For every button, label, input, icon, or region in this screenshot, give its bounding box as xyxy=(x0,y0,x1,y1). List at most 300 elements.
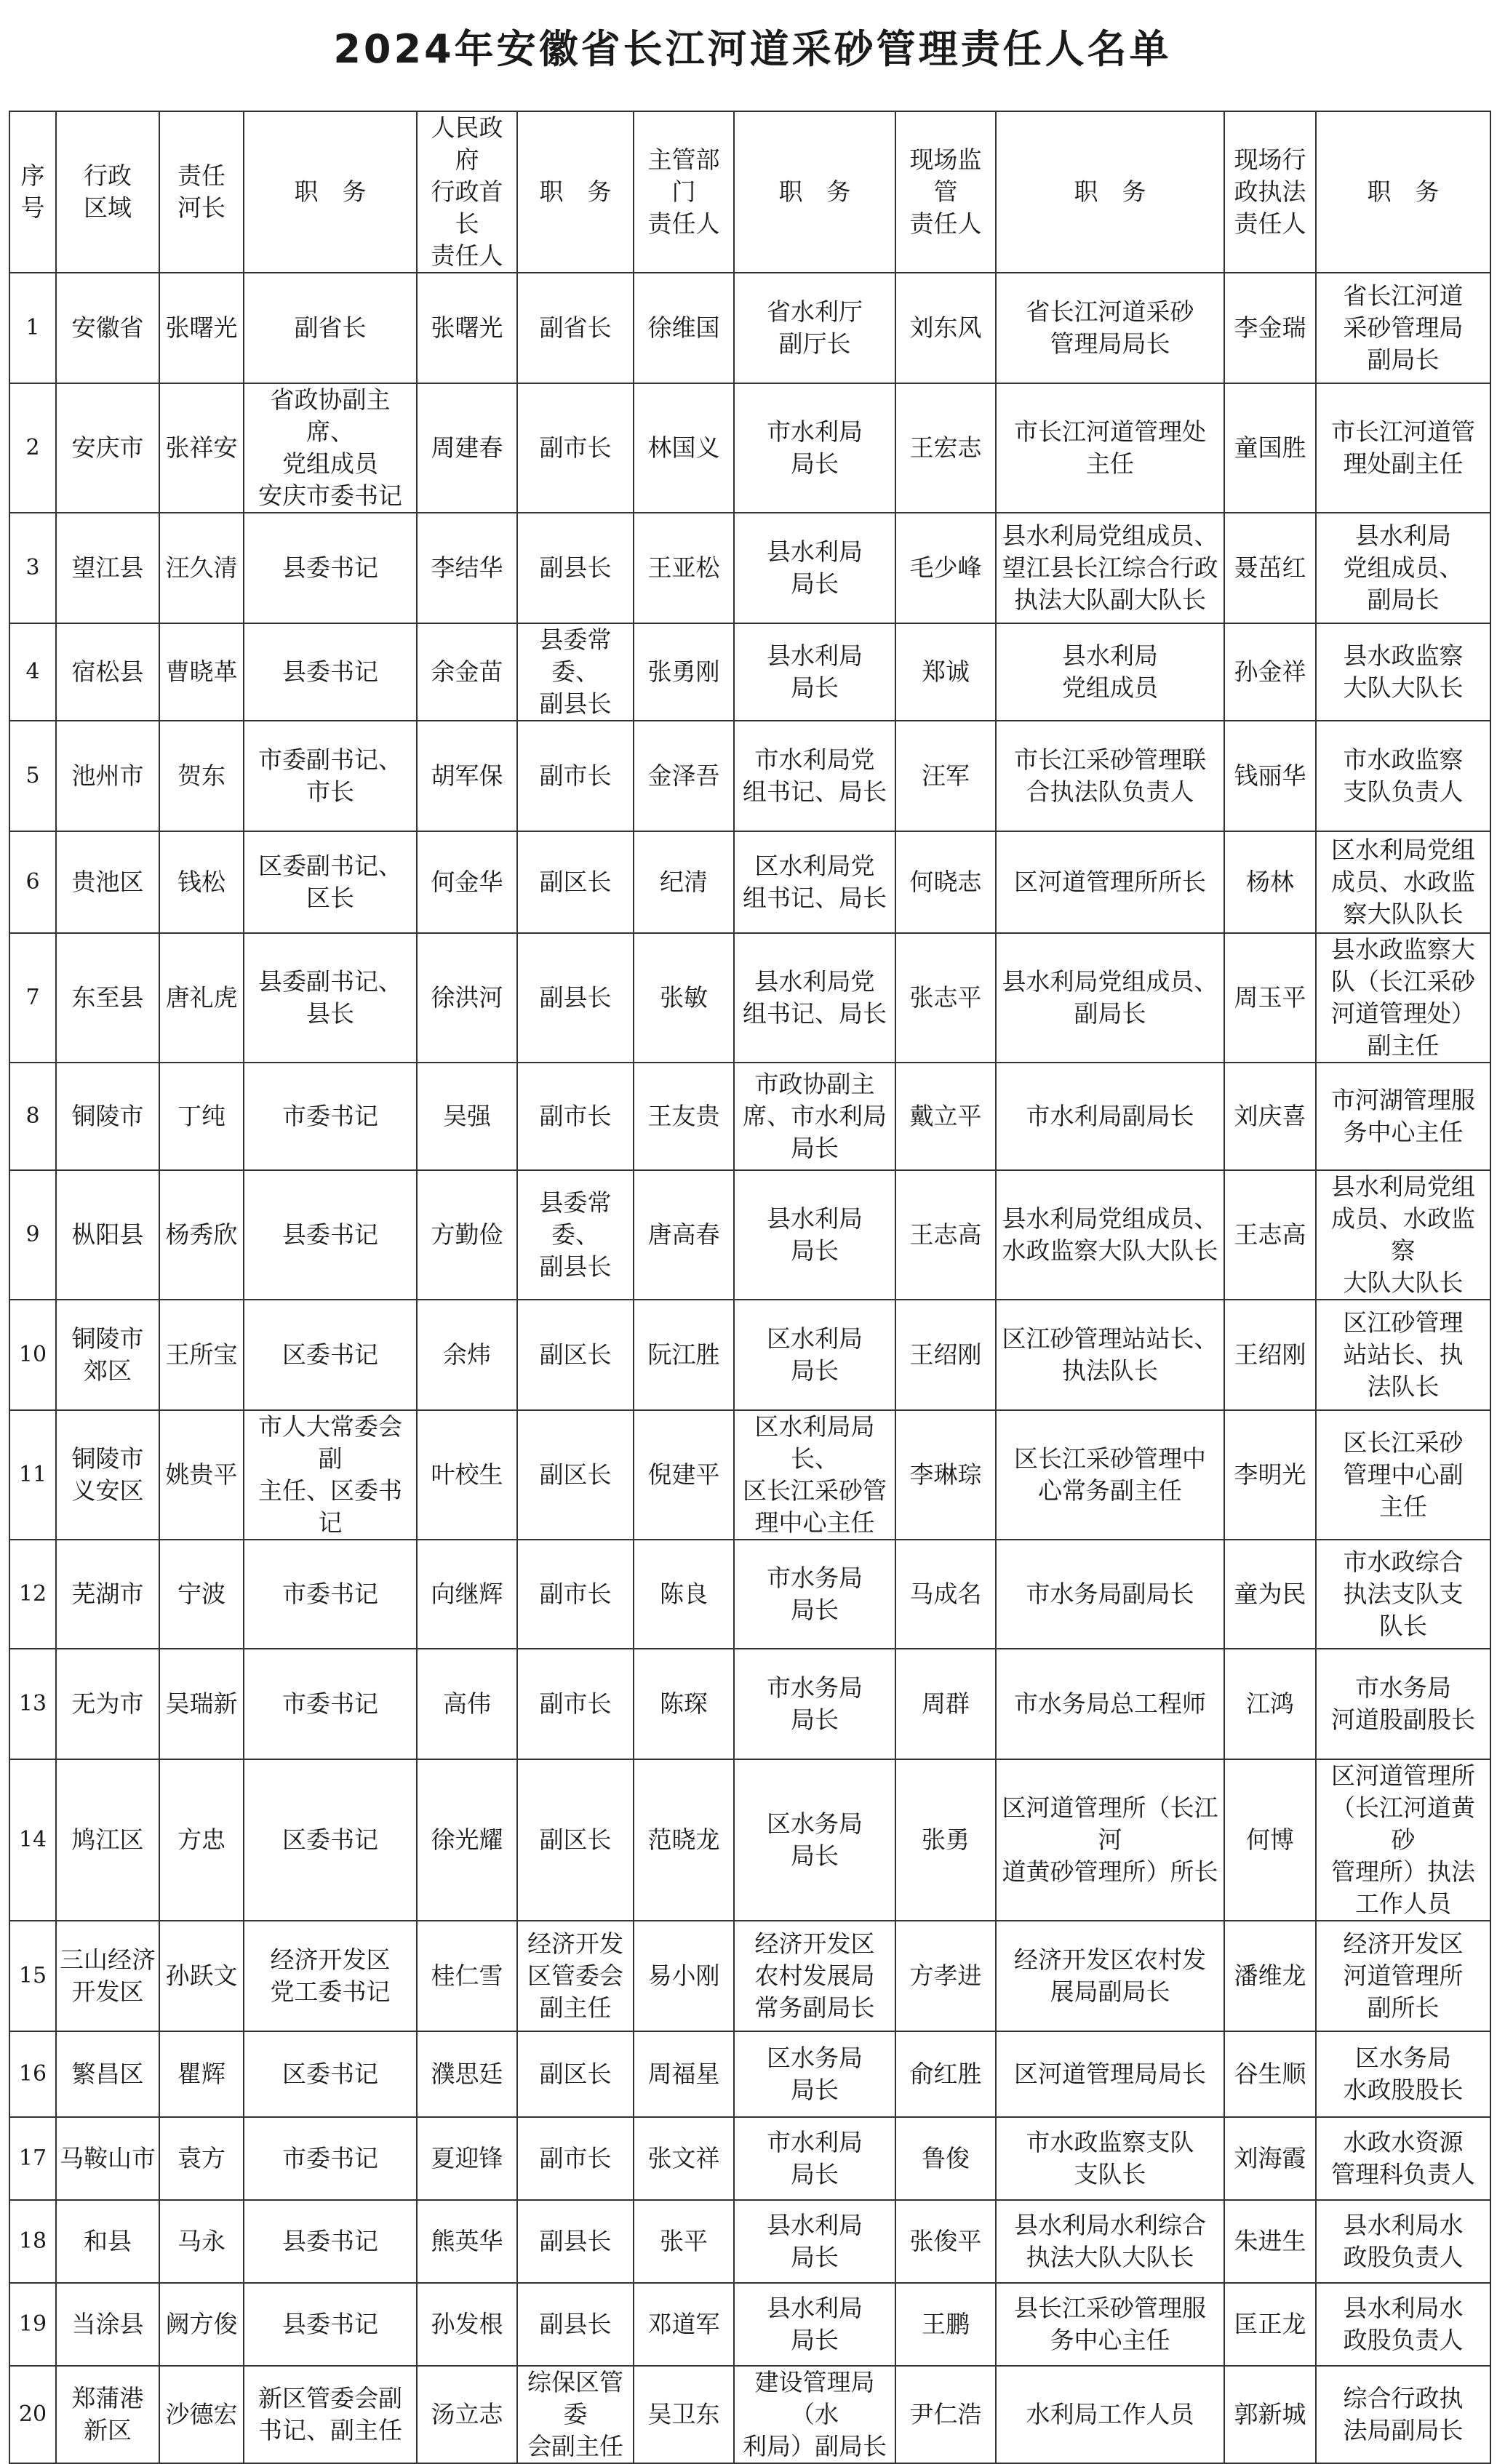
cell-text-line: 当涂县 xyxy=(71,2310,144,2338)
cell-text-line: 和县 xyxy=(84,2227,132,2255)
cell-text-line: 三山经济 xyxy=(60,1945,156,1974)
cell-text-line: 市水利局党 xyxy=(754,745,875,774)
header-index xyxy=(9,111,56,273)
cell-region xyxy=(56,273,159,383)
cell-text-line: 新区管委会副 xyxy=(258,2384,402,2412)
cell-gov-head-title xyxy=(517,2283,634,2366)
cell-region xyxy=(56,513,159,623)
cell-text-line: 县水利局 xyxy=(767,2211,863,2239)
table-row xyxy=(9,831,1490,933)
cell-index xyxy=(9,1410,56,1540)
cell-text-line: 张祥安 xyxy=(165,433,238,462)
cell-text-line: 市委副书记、 xyxy=(258,745,402,774)
cell-text-line: 县水政监察 xyxy=(1343,641,1464,670)
cell-onsite-supervisor-title xyxy=(996,1540,1224,1649)
cell-river-chief xyxy=(159,721,244,831)
cell-text-line: 区水利局局长、 xyxy=(754,1412,875,1473)
cell-text-line: 2 xyxy=(25,435,40,460)
table-row xyxy=(9,383,1490,513)
cell-text-line: 李结华 xyxy=(431,553,503,582)
cell-dept-head xyxy=(634,1921,734,2031)
cell-dept-head xyxy=(634,831,734,933)
cell-text-line: 河道股副股长 xyxy=(1331,1705,1475,1734)
cell-text-line: 徐光耀 xyxy=(431,1825,503,1854)
cell-dept-head-title xyxy=(734,1649,895,1759)
cell-dept-head-title xyxy=(734,383,895,513)
cell-text-line: 副市长 xyxy=(539,433,612,462)
cell-gov-head xyxy=(417,1410,517,1540)
cell-text-line: 副局长 xyxy=(1367,345,1440,374)
cell-text-line: 人民政府 xyxy=(431,113,503,174)
cell-text-line: 局长 xyxy=(791,1134,839,1162)
cell-enforcement-head xyxy=(1224,1063,1316,1170)
cell-onsite-supervisor-title xyxy=(996,1063,1224,1170)
cell-text-line: 管理局局长 xyxy=(1050,329,1170,358)
cell-text-line: 徐维国 xyxy=(647,313,720,342)
cell-text-line: 贵池区 xyxy=(71,868,144,896)
cell-onsite-supervisor xyxy=(895,2200,996,2283)
table-row xyxy=(9,933,1490,1063)
cell-text-line: 汪久清 xyxy=(165,553,238,582)
cell-onsite-supervisor-title xyxy=(996,1300,1224,1410)
cell-text-line: 张勇 xyxy=(922,1825,970,1854)
responsibility-table-container xyxy=(9,111,1490,2464)
cell-text-line: 池州市 xyxy=(71,761,144,790)
cell-enforcement-head-title xyxy=(1316,1063,1490,1170)
cell-text-line: 倪建平 xyxy=(647,1460,720,1489)
cell-river-chief-title xyxy=(244,623,417,721)
cell-river-chief-title xyxy=(244,1759,417,1921)
cell-dept-head-title xyxy=(734,933,895,1063)
cell-text-line: 县委常委、 xyxy=(539,1188,612,1249)
cell-text-line: 水利局工作人员 xyxy=(1026,2400,1194,2428)
cell-text-line: 王绍刚 xyxy=(1234,1340,1306,1369)
cell-river-chief-title xyxy=(244,933,417,1063)
cell-onsite-supervisor xyxy=(895,1410,996,1540)
cell-text-line: 水政监察大队大队长 xyxy=(1002,1236,1218,1265)
cell-river-chief-title xyxy=(244,1170,417,1300)
cell-enforcement-head xyxy=(1224,831,1316,933)
cell-gov-head xyxy=(417,2283,517,2366)
cell-text-line: 县水利局 xyxy=(1062,641,1158,670)
cell-text-line: 局长 xyxy=(791,2076,839,2104)
cell-gov-head xyxy=(417,1170,517,1300)
cell-text-line: 俞红胜 xyxy=(909,2060,982,2088)
cell-text-line: 责任人 xyxy=(647,209,720,238)
cell-text-line: 省长江河道 xyxy=(1343,281,1464,310)
cell-text-line: 市人大常委会副 xyxy=(258,1412,402,1473)
cell-gov-head-title xyxy=(517,1410,634,1540)
cell-text-line: 钱松 xyxy=(177,868,225,896)
cell-text-line: 8 xyxy=(25,1103,40,1129)
cell-text-line: 副厅长 xyxy=(778,329,851,358)
cell-gov-head-title xyxy=(517,1921,634,2031)
cell-text-line: 政股负责人 xyxy=(1343,2326,1464,2354)
cell-index xyxy=(9,623,56,721)
cell-onsite-supervisor xyxy=(895,831,996,933)
cell-text-line: 市水政综合 xyxy=(1343,1548,1464,1576)
cell-text-line: 区水利局 xyxy=(767,1324,863,1353)
cell-text-line: 义安区 xyxy=(71,1476,144,1505)
cell-gov-head xyxy=(417,2366,517,2463)
header-enforcement-head xyxy=(1224,111,1316,273)
cell-text-line: 孙跃文 xyxy=(165,1961,238,1990)
cell-river-chief-title xyxy=(244,1410,417,1540)
cell-text-line: 张敏 xyxy=(660,983,708,1012)
cell-text-line: 市水利局 xyxy=(767,2128,863,2156)
cell-text-line: 区河道管理所所长 xyxy=(1014,868,1206,896)
cell-river-chief-title xyxy=(244,1540,417,1649)
cell-text-line: 熊英华 xyxy=(431,2227,503,2255)
cell-onsite-supervisor xyxy=(895,1170,996,1300)
cell-region xyxy=(56,1921,159,2031)
cell-text-line: 县委副书记、 xyxy=(258,967,402,996)
cell-text-line: 市长江河道管 xyxy=(1331,417,1475,446)
cell-text-line: 县水利局水 xyxy=(1343,2211,1464,2239)
cell-dept-head xyxy=(634,1759,734,1921)
cell-text-line: 杨林 xyxy=(1246,868,1294,896)
table-body xyxy=(9,273,1490,2463)
cell-text-line: 枞阳县 xyxy=(71,1220,144,1249)
cell-text-line: 法局副局长 xyxy=(1343,2416,1464,2444)
cell-dept-head-title xyxy=(734,273,895,383)
cell-text-line: 区河道管理所（长江河 xyxy=(1002,1793,1218,1854)
cell-text-line: 县水利局党 xyxy=(754,967,875,996)
cell-text-line: 安庆市 xyxy=(71,433,144,462)
cell-text-line: 邓道军 xyxy=(647,2310,720,2338)
cell-river-chief-title xyxy=(244,2366,417,2463)
cell-text-line: 东至县 xyxy=(71,983,144,1012)
cell-text-line: 张曙光 xyxy=(165,313,238,342)
cell-text-line: 袁方 xyxy=(177,2144,225,2172)
cell-text-line: 务中心主任 xyxy=(1343,1118,1464,1146)
cell-dept-head xyxy=(634,623,734,721)
cell-text-line: 局长 xyxy=(791,2243,839,2271)
table-row xyxy=(9,1540,1490,1649)
cell-text-line: 副局长 xyxy=(1074,999,1146,1028)
cell-enforcement-head xyxy=(1224,1170,1316,1300)
cell-text-line: 水政股股长 xyxy=(1343,2076,1464,2104)
cell-text-line: 局长 xyxy=(791,1705,839,1734)
cell-gov-head-title xyxy=(517,1540,634,1649)
cell-text-line: 局长 xyxy=(791,2326,839,2354)
cell-text-line: 副县长 xyxy=(539,689,612,718)
cell-index xyxy=(9,273,56,383)
cell-gov-head xyxy=(417,273,517,383)
cell-text-line: 区长 xyxy=(306,884,354,912)
cell-text-line: 5 xyxy=(25,763,40,788)
cell-enforcement-head-title xyxy=(1316,383,1490,513)
cell-text-line: 鲁俊 xyxy=(922,2144,970,2172)
cell-text-line: 主任 xyxy=(1379,1492,1427,1521)
cell-text-line: 副主任 xyxy=(1367,1031,1440,1060)
table-row xyxy=(9,1921,1490,2031)
cell-text-line: 县水利局 xyxy=(767,537,863,566)
cell-river-chief xyxy=(159,1063,244,1170)
cell-region xyxy=(56,383,159,513)
cell-onsite-supervisor xyxy=(895,513,996,623)
cell-index xyxy=(9,513,56,623)
cell-text-line: 潘维龙 xyxy=(1234,1961,1306,1990)
cell-text-line: 王亚松 xyxy=(647,553,720,582)
cell-text-line: 政股负责人 xyxy=(1343,2243,1464,2271)
table-row xyxy=(9,513,1490,623)
cell-text-line: 江鸿 xyxy=(1246,1689,1294,1718)
cell-text-line: 建设管理局（水 xyxy=(754,2368,875,2428)
cell-text-line: 张文祥 xyxy=(647,2144,720,2172)
cell-text-line: 成员、水政监 xyxy=(1331,868,1475,896)
cell-enforcement-head-title xyxy=(1316,273,1490,383)
cell-enforcement-head-title xyxy=(1316,2117,1490,2200)
cell-text-line: 采砂管理局 xyxy=(1343,313,1464,342)
cell-region xyxy=(56,623,159,721)
cell-text-line: 副县长 xyxy=(539,2227,612,2255)
cell-text-line: 11 xyxy=(18,1462,47,1487)
cell-text-line: 区水务局 xyxy=(767,2044,863,2072)
cell-text-line: 余金苗 xyxy=(431,657,503,686)
cell-dept-head-title xyxy=(734,1410,895,1540)
cell-text-line: 方孝进 xyxy=(909,1961,982,1990)
cell-text-line: 王友贵 xyxy=(647,1102,720,1130)
cell-region xyxy=(56,1170,159,1300)
cell-text-line: 副县长 xyxy=(539,553,612,582)
header-dept-head-title xyxy=(734,111,895,273)
cell-text-line: 20 xyxy=(18,2401,47,2427)
cell-dept-head-title xyxy=(734,2117,895,2200)
cell-text-line: 主任、区委书记 xyxy=(258,1476,402,1537)
cell-text-line: 河道管理所 xyxy=(1343,1961,1464,1990)
cell-enforcement-head xyxy=(1224,2283,1316,2366)
cell-text-line: 毛少峰 xyxy=(909,553,982,582)
cell-text-line: 张勇刚 xyxy=(647,657,720,686)
cell-text-line: 局长 xyxy=(791,569,839,598)
cell-index xyxy=(9,1921,56,2031)
cell-gov-head-title xyxy=(517,831,634,933)
table-row xyxy=(9,1300,1490,1410)
cell-enforcement-head-title xyxy=(1316,1649,1490,1759)
cell-index xyxy=(9,383,56,513)
table-row xyxy=(9,1759,1490,1921)
cell-text-line: 市长江采砂管理联 xyxy=(1014,745,1206,774)
table-row xyxy=(9,2200,1490,2283)
cell-text-line: 局长 xyxy=(791,1356,839,1385)
cell-text-line: 杨秀欣 xyxy=(165,1220,238,1249)
cell-onsite-supervisor-title xyxy=(996,273,1224,383)
cell-index xyxy=(9,2200,56,2283)
cell-text-line: 朱进生 xyxy=(1234,2227,1306,2255)
cell-onsite-supervisor xyxy=(895,1540,996,1649)
cell-text-line: 方忠 xyxy=(177,1825,225,1854)
cell-text-line: 执法队长 xyxy=(1062,1356,1158,1385)
cell-text-line: 管理科负责人 xyxy=(1331,2160,1475,2188)
table-row xyxy=(9,273,1490,383)
cell-river-chief xyxy=(159,1300,244,1410)
cell-text-line: 组书记、局长 xyxy=(743,884,887,912)
cell-text-line: 市水政监察 xyxy=(1343,745,1464,774)
cell-text-line: 16 xyxy=(18,2061,47,2087)
cell-text-line: 周福星 xyxy=(647,2060,720,2088)
cell-river-chief-title xyxy=(244,831,417,933)
header-river-chief-title xyxy=(244,111,417,273)
cell-text-line: 望江县 xyxy=(71,553,144,582)
cell-text-line: 铜陵市 xyxy=(71,1444,144,1473)
cell-gov-head xyxy=(417,1063,517,1170)
cell-gov-head xyxy=(417,1759,517,1921)
cell-text-line: 站站长、执 xyxy=(1343,1340,1464,1369)
cell-gov-head xyxy=(417,1649,517,1759)
cell-text-line: 责任人 xyxy=(909,209,982,238)
cell-text-line: 吴瑞新 xyxy=(165,1689,238,1718)
cell-dept-head xyxy=(634,1540,734,1649)
cell-text-line: 刘海霞 xyxy=(1234,2144,1306,2172)
cell-text-line: 唐礼虎 xyxy=(165,983,238,1012)
cell-text-line: 区委书记 xyxy=(282,2060,378,2088)
cell-region xyxy=(56,831,159,933)
cell-onsite-supervisor-title xyxy=(996,1170,1224,1300)
cell-gov-head-title xyxy=(517,1649,634,1759)
cell-text-line: 理中心主任 xyxy=(754,1508,875,1537)
cell-text-line: 区长江采砂管 xyxy=(743,1476,887,1505)
cell-river-chief xyxy=(159,2117,244,2200)
cell-onsite-supervisor-title xyxy=(996,623,1224,721)
cell-text-line: 县委书记 xyxy=(282,2227,378,2255)
cell-gov-head-title xyxy=(517,2366,634,2463)
cell-river-chief xyxy=(159,1540,244,1649)
cell-enforcement-head xyxy=(1224,1300,1316,1410)
cell-text-line: 区长江采砂管理中 xyxy=(1014,1444,1206,1473)
cell-text-line: 夏迎锋 xyxy=(431,2144,503,2172)
cell-river-chief xyxy=(159,1759,244,1921)
cell-enforcement-head-title xyxy=(1316,721,1490,831)
cell-text-line: 县水利局党组成员、 xyxy=(1002,1204,1218,1233)
cell-text-line: 党组成员、 xyxy=(1343,553,1464,582)
cell-text-line: 王鹏 xyxy=(922,2310,970,2338)
cell-enforcement-head-title xyxy=(1316,1170,1490,1300)
cell-river-chief-title xyxy=(244,273,417,383)
cell-text-line: 向继辉 xyxy=(431,1580,503,1608)
cell-text-line: 县水利局党组成员、 xyxy=(1002,521,1218,550)
cell-text-line: 王宏志 xyxy=(909,433,982,462)
cell-text-line: 马鞍山市 xyxy=(60,2144,156,2172)
cell-text-line: 市委书记 xyxy=(282,2144,378,2172)
cell-river-chief-title xyxy=(244,1649,417,1759)
cell-enforcement-head xyxy=(1224,721,1316,831)
cell-enforcement-head-title xyxy=(1316,1921,1490,2031)
cell-text-line: 王绍刚 xyxy=(909,1340,982,1369)
cell-region xyxy=(56,1540,159,1649)
cell-text-line: 方勤俭 xyxy=(431,1220,503,1249)
cell-dept-head xyxy=(634,383,734,513)
cell-onsite-supervisor xyxy=(895,933,996,1063)
cell-dept-head xyxy=(634,2117,734,2200)
cell-text-line: 省水利厅 xyxy=(767,297,863,326)
cell-text-line: 心常务副主任 xyxy=(1038,1476,1182,1505)
cell-enforcement-head xyxy=(1224,2366,1316,2463)
cell-text-line: 新区 xyxy=(84,2416,132,2444)
cell-text-line: 王志高 xyxy=(909,1220,982,1249)
cell-text-line: 鸠江区 xyxy=(71,1825,144,1854)
cell-region xyxy=(56,1759,159,1921)
cell-text-line: 市河湖管理服 xyxy=(1331,1086,1475,1114)
cell-onsite-supervisor xyxy=(895,1300,996,1410)
table-row xyxy=(9,1063,1490,1170)
cell-enforcement-head xyxy=(1224,1649,1316,1759)
cell-text-line: 市水务局总工程师 xyxy=(1014,1689,1206,1718)
cell-dept-head-title xyxy=(734,1921,895,2031)
cell-text-line: 郊区 xyxy=(84,1356,132,1385)
cell-region xyxy=(56,2200,159,2283)
cell-onsite-supervisor-title xyxy=(996,1649,1224,1759)
cell-region xyxy=(56,1649,159,1759)
cell-text-line: 尹仁浩 xyxy=(909,2400,982,2428)
cell-text-line: 责任人 xyxy=(431,241,503,270)
cell-text-line: 局长 xyxy=(791,1841,839,1870)
cell-enforcement-head xyxy=(1224,2031,1316,2117)
cell-text-line: 孙金祥 xyxy=(1234,657,1306,686)
cell-text-line: 大队大队长 xyxy=(1343,1268,1464,1297)
cell-gov-head-title xyxy=(517,933,634,1063)
cell-text-line: 席、市水利局 xyxy=(743,1102,887,1130)
cell-onsite-supervisor xyxy=(895,1649,996,1759)
cell-text-line: 副市长 xyxy=(539,1580,612,1608)
cell-text-line: 县水利局水 xyxy=(1343,2294,1464,2322)
cell-river-chief xyxy=(159,1410,244,1540)
cell-text-line: 芜湖市 xyxy=(71,1580,144,1608)
cell-enforcement-head-title xyxy=(1316,2200,1490,2283)
cell-gov-head xyxy=(417,1540,517,1649)
cell-gov-head-title xyxy=(517,513,634,623)
cell-enforcement-head-title xyxy=(1316,513,1490,623)
cell-gov-head xyxy=(417,383,517,513)
cell-text-line: 经济开发 xyxy=(527,1929,623,1958)
cell-text-line: 市长 xyxy=(306,777,354,806)
cell-text-line: 法队长 xyxy=(1367,1372,1440,1401)
cell-gov-head xyxy=(417,1921,517,2031)
cell-text-line: 序 xyxy=(20,161,45,190)
cell-text-line: 陈琛 xyxy=(660,1689,708,1718)
cell-text-line: 王所宝 xyxy=(165,1340,238,1369)
cell-text-line: 组书记、局长 xyxy=(743,777,887,806)
cell-text-line: 市水务局 xyxy=(767,1673,863,1702)
cell-region xyxy=(56,1063,159,1170)
header-dept-head xyxy=(634,111,734,273)
table-row xyxy=(9,1170,1490,1300)
cell-dept-head-title xyxy=(734,1300,895,1410)
cell-text-line: 综保区管委 xyxy=(527,2368,623,2428)
cell-text-line: 吴卫东 xyxy=(647,2400,720,2428)
cell-gov-head-title xyxy=(517,1170,634,1300)
cell-text-line: 副市长 xyxy=(539,2144,612,2172)
cell-river-chief-title xyxy=(244,1300,417,1410)
cell-text-line: 综合行政执 xyxy=(1343,2384,1464,2412)
cell-index xyxy=(9,831,56,933)
cell-river-chief xyxy=(159,1649,244,1759)
cell-text-line: 铜陵市 xyxy=(71,1324,144,1353)
cell-enforcement-head xyxy=(1224,273,1316,383)
cell-text-line: 高伟 xyxy=(443,1689,491,1718)
cell-enforcement-head xyxy=(1224,623,1316,721)
cell-text-line: 局长 xyxy=(791,1236,839,1265)
cell-onsite-supervisor-title xyxy=(996,2283,1224,2366)
cell-onsite-supervisor xyxy=(895,1759,996,1921)
cell-gov-head xyxy=(417,721,517,831)
cell-text-line: 童为民 xyxy=(1234,1580,1306,1608)
cell-text-line: 何晓志 xyxy=(909,868,982,896)
cell-index xyxy=(9,933,56,1063)
cell-text-line: 行政首长 xyxy=(431,177,503,238)
cell-index xyxy=(9,721,56,831)
cell-onsite-supervisor xyxy=(895,623,996,721)
